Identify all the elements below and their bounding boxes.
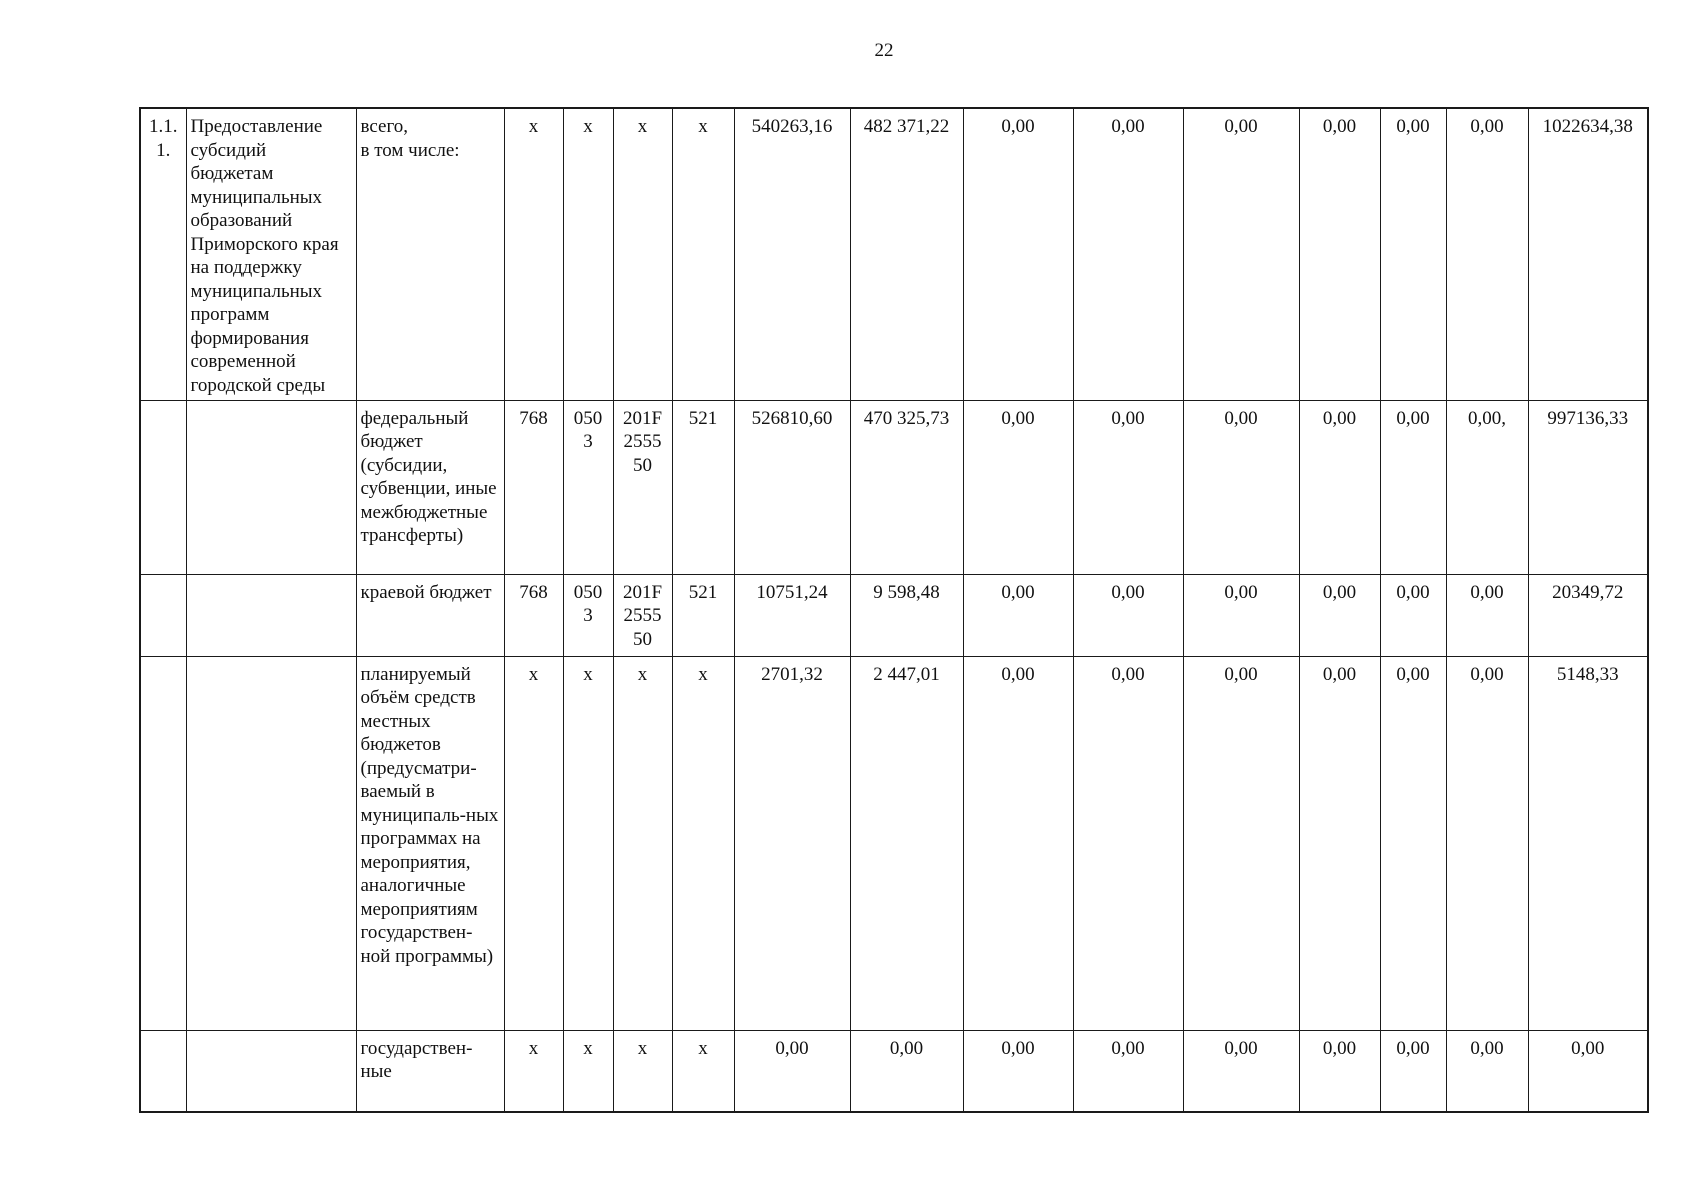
event-name-cell (186, 574, 356, 656)
section-code-cell: x (563, 1030, 613, 1112)
year-7-amount-cell: 0,00 (1380, 400, 1446, 574)
section-code-cell: x (563, 656, 613, 1030)
event-name-cell (186, 656, 356, 1030)
year-2-amount-cell: 470 325,73 (850, 400, 963, 574)
funding-source-cell: государствен-ные (356, 1030, 504, 1112)
table-row (140, 1030, 1648, 1112)
target-article-cell: x (613, 108, 672, 400)
total-amount-cell: 20349,72 (1528, 574, 1648, 656)
year-8-amount-cell: 0,00 (1446, 656, 1528, 1030)
event-name-cell (186, 1030, 356, 1112)
year-7-amount-cell: 0,00 (1380, 1030, 1446, 1112)
expense-type-cell: x (672, 108, 734, 400)
grbs-code-cell: 768 (504, 574, 563, 656)
expense-type-cell: x (672, 656, 734, 1030)
year-3-amount-cell: 0,00 (963, 656, 1073, 1030)
year-5-amount-cell: 0,00 (1183, 108, 1299, 400)
total-amount-cell: 1022634,38 (1528, 108, 1648, 400)
year-7-amount-cell: 0,00 (1380, 656, 1446, 1030)
year-8-amount-cell: 0,00 (1446, 574, 1528, 656)
year-2-amount-cell: 0,00 (850, 1030, 963, 1112)
year-5-amount-cell: 0,00 (1183, 1030, 1299, 1112)
year-6-amount-cell: 0,00 (1299, 400, 1380, 574)
year-3-amount-cell: 0,00 (963, 400, 1073, 574)
section-code-cell: x (563, 108, 613, 400)
expense-type-cell: 521 (672, 574, 734, 656)
funding-source-cell: планируемый объём средств местных бюджетов (предусматри-ваемый в муниципаль-ных программах на мероприятия, аналогичные мероприятиям государствен-ной программы) (356, 656, 504, 1030)
target-article-cell: 201F 2555 50 (613, 400, 672, 574)
funding-source-cell: всего, в том числе: (356, 108, 504, 400)
year-4-amount-cell: 0,00 (1073, 656, 1183, 1030)
year-4-amount-cell: 0,00 (1073, 1030, 1183, 1112)
grbs-code-cell: x (504, 108, 563, 400)
year-3-amount-cell: 0,00 (963, 1030, 1073, 1112)
year-4-amount-cell: 0,00 (1073, 574, 1183, 656)
row-number-cell: 1.1. 1. (140, 108, 186, 400)
year-1-amount-cell: 526810,60 (734, 400, 850, 574)
year-5-amount-cell: 0,00 (1183, 656, 1299, 1030)
table-row (140, 400, 1648, 574)
event-name-cell: Предоставление субсидий бюджетам муниципальных образований Приморского края на поддержку муниципальных программ формирования современной городской среды (186, 108, 356, 400)
budget-table (139, 107, 1649, 1113)
total-amount-cell: 997136,33 (1528, 400, 1648, 574)
year-2-amount-cell: 9 598,48 (850, 574, 963, 656)
year-3-amount-cell: 0,00 (963, 574, 1073, 656)
grbs-code-cell: x (504, 656, 563, 1030)
section-code-cell: 050 3 (563, 574, 613, 656)
year-8-amount-cell: 0,00 (1446, 1030, 1528, 1112)
year-1-amount-cell: 2701,32 (734, 656, 850, 1030)
total-amount-cell: 5148,33 (1528, 656, 1648, 1030)
year-2-amount-cell: 482 371,22 (850, 108, 963, 400)
year-2-amount-cell: 2 447,01 (850, 656, 963, 1030)
row-number-cell (140, 400, 186, 574)
year-1-amount-cell: 10751,24 (734, 574, 850, 656)
year-7-amount-cell: 0,00 (1380, 108, 1446, 400)
year-8-amount-cell: 0,00 (1446, 108, 1528, 400)
funding-source-cell: федеральный бюджет (субсидии, субвенции, иные межбюджетные трансферты) (356, 400, 504, 574)
table-row (140, 574, 1648, 656)
section-code-cell: 050 3 (563, 400, 613, 574)
event-name-cell (186, 400, 356, 574)
row-number-cell (140, 574, 186, 656)
year-6-amount-cell: 0,00 (1299, 108, 1380, 400)
year-5-amount-cell: 0,00 (1183, 400, 1299, 574)
table-row (140, 656, 1648, 1030)
table-row (140, 108, 1648, 400)
year-1-amount-cell: 0,00 (734, 1030, 850, 1112)
year-8-amount-cell: 0,00, (1446, 400, 1528, 574)
year-4-amount-cell: 0,00 (1073, 400, 1183, 574)
grbs-code-cell: x (504, 1030, 563, 1112)
year-6-amount-cell: 0,00 (1299, 656, 1380, 1030)
expense-type-cell: x (672, 1030, 734, 1112)
target-article-cell: x (613, 656, 672, 1030)
year-5-amount-cell: 0,00 (1183, 574, 1299, 656)
row-number-cell (140, 656, 186, 1030)
expense-type-cell: 521 (672, 400, 734, 574)
year-6-amount-cell: 0,00 (1299, 1030, 1380, 1112)
grbs-code-cell: 768 (504, 400, 563, 574)
year-3-amount-cell: 0,00 (963, 108, 1073, 400)
target-article-cell: 201F 2555 50 (613, 574, 672, 656)
funding-source-cell: краевой бюджет (356, 574, 504, 656)
year-7-amount-cell: 0,00 (1380, 574, 1446, 656)
year-1-amount-cell: 540263,16 (734, 108, 850, 400)
row-number-cell (140, 1030, 186, 1112)
target-article-cell: x (613, 1030, 672, 1112)
total-amount-cell: 0,00 (1528, 1030, 1648, 1112)
year-4-amount-cell: 0,00 (1073, 108, 1183, 400)
year-6-amount-cell: 0,00 (1299, 574, 1380, 656)
page-number: 22 (874, 40, 894, 61)
